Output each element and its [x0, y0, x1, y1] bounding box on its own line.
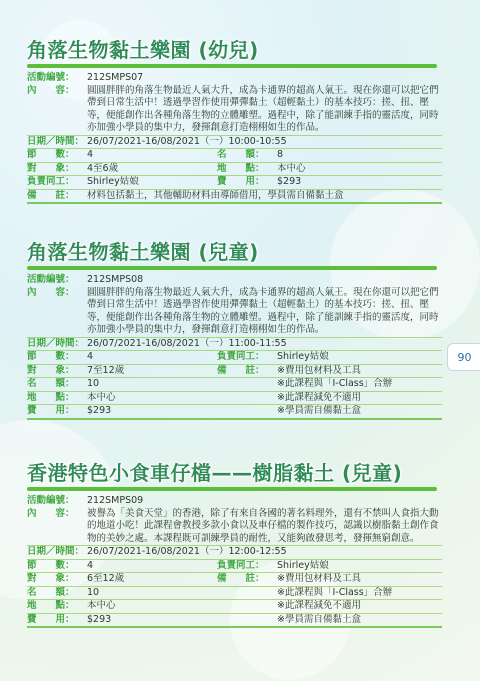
title-underline [27, 64, 437, 68]
course-date-time: 26/07/2021-16/08/2021（一）12:00-12:55 [87, 546, 287, 557]
label-content: 內 容： [27, 507, 75, 519]
label-fee: 費 用： [27, 405, 75, 416]
label-quota: 名 額： [27, 586, 75, 598]
divider [27, 337, 442, 338]
label-remarks: 備 註： [217, 573, 265, 584]
course-content: 被譽為「美食天堂」的香港，除了有來自各國的著名料理外，還有不禁叫人食指大動的地道小吃！此課程會教授多款小食以及車仔檔的製作技巧，認識以樹脂黏土創作食物的美妙之處。本課程既可訓練學員的耐性，又能夠啟發思考，發揮無窮創意。 [87, 507, 439, 544]
course-fee: $293 [277, 176, 302, 187]
divider [27, 350, 442, 351]
label-remarks: 備 註： [217, 364, 265, 376]
course-target: 7至12歲 [87, 364, 125, 376]
divider [27, 599, 442, 600]
course-venue: 本中心 [87, 391, 116, 403]
course-remark-3: ※此課程減免不適用 [277, 600, 361, 611]
divider [27, 175, 442, 176]
label-venue: 地 點： [27, 391, 75, 403]
label-quota: 名 額： [27, 378, 75, 389]
course-code: 212SMPS09 [87, 495, 144, 506]
course-fee: $293 [87, 613, 112, 625]
course-instructor: Shirley姑娘 [277, 559, 329, 571]
course-title: 香港特色小食車仔檔——樹脂黏土 (兒童) [27, 461, 403, 485]
label-target: 對 象： [27, 364, 75, 376]
title-underline [27, 487, 437, 491]
label-content: 內 容： [27, 84, 75, 96]
label-venue: 地 點： [217, 162, 265, 174]
course-remark-4: ※學員需自備黏土盒 [277, 405, 361, 416]
page-number: 90 [447, 343, 480, 371]
title-underline [27, 266, 437, 270]
course-section-3 [27, 457, 442, 628]
course-sessions: 4 [87, 351, 94, 362]
course-instructor: Shirley姑娘 [87, 176, 139, 187]
label-instructor: 負責同工： [217, 351, 265, 362]
label-venue: 地 點： [27, 600, 75, 611]
label-content: 內 容： [27, 286, 75, 298]
label-code: 活動編號： [27, 495, 75, 506]
course-remark-1: ※費用包材料及工具 [277, 364, 361, 376]
course-content: 圓圓胖胖的角落生物最近人氣大升，成為卡通界的超高人氣王。現在你還可以把它們帶到日常生活中！透過學習作使用彈彈黏土（超輕黏土）的基本技巧：搓、扭、壓等，便能創作出各種角落生物的立體雕塑。過程中，除了能訓練手指的靈活度，同時亦加強小學員的集中力，發揮創意打造栩栩如生的作品。 [87, 286, 439, 335]
label-target: 對 象： [27, 162, 75, 174]
divider [27, 148, 442, 149]
divider [27, 613, 442, 614]
course-quota: 8 [277, 149, 284, 160]
course-section-2 [27, 236, 442, 420]
course-remark-2: ※此課程與「I-Class」合辦 [277, 586, 393, 598]
course-sessions: 4 [87, 559, 94, 571]
divider [27, 626, 442, 628]
label-remarks: 備 註： [27, 189, 75, 201]
course-instructor: Shirley姑娘 [277, 351, 329, 362]
course-title: 角落生物黏土樂園 (幼兒) [27, 38, 259, 62]
divider [27, 202, 442, 204]
divider [27, 586, 442, 587]
course-code: 212SMPS08 [87, 274, 144, 285]
course-remark-4: ※學員需自備黏土盒 [277, 613, 361, 625]
course-venue: 本中心 [277, 162, 306, 174]
label-sessions: 節 數： [27, 559, 75, 571]
divider [27, 364, 442, 365]
course-remark-2: ※此課程與「I-Class」合辦 [277, 378, 393, 389]
divider [27, 189, 442, 190]
course-remark-3: ※此課程減免不適用 [277, 391, 361, 403]
course-venue: 本中心 [87, 600, 116, 611]
label-sessions: 節 數： [27, 149, 75, 160]
label-date-time: 日期／時間： [27, 337, 85, 349]
label-instructor: 負責同工： [217, 559, 265, 571]
course-code: 212SMPS07 [87, 72, 144, 83]
course-date-time: 26/07/2021-16/08/2021（一）11:00-11:55 [87, 337, 287, 349]
divider [27, 559, 442, 560]
course-target: 4至6歲 [87, 162, 119, 174]
course-section-1 [27, 34, 442, 204]
label-fee: 費 用： [217, 176, 265, 187]
label-quota: 名 額： [217, 149, 265, 160]
label-code: 活動編號： [27, 274, 75, 285]
course-content: 圓圓胖胖的角落生物最近人氣大升，成為卡通界的超高人氣王。現在你還可以把它們帶到日常生活中！透過學習作使用彈彈黏土（超輕黏土）的基本技巧：搓、扭、壓等，便能創作出各種角落生物的立體雕塑。過程中，除了能訓練手指的靈活度，同時亦加強小學員的集中力，發揮創意打造栩栩如生的作品。 [87, 84, 439, 133]
label-instructor: 負責同工： [27, 176, 75, 187]
divider [27, 404, 442, 405]
label-date-time: 日期／時間： [27, 135, 85, 147]
course-quota: 10 [87, 586, 100, 598]
divider [27, 391, 442, 392]
divider [27, 377, 442, 378]
divider [27, 135, 442, 136]
label-fee: 費 用： [27, 613, 75, 625]
divider [27, 162, 442, 163]
course-date-time: 26/07/2021-16/08/2021（一）10:00-10:55 [87, 135, 287, 147]
label-date-time: 日期／時間： [27, 546, 85, 557]
course-fee: $293 [87, 405, 112, 416]
course-quota: 10 [87, 378, 100, 389]
label-sessions: 節 數： [27, 351, 75, 362]
divider [27, 418, 442, 420]
course-title: 角落生物黏土樂園 (兒童) [27, 240, 259, 264]
divider [27, 545, 442, 546]
label-code: 活動編號： [27, 72, 75, 83]
course-remark-1: ※費用包材料及工具 [277, 573, 361, 584]
label-target: 對 象： [27, 573, 75, 584]
course-target: 6至12歲 [87, 573, 125, 584]
course-remarks: 材料包括黏土，其他輔助材料由導師借用，學員需自備黏土盒 [87, 189, 344, 201]
divider [27, 572, 442, 573]
course-sessions: 4 [87, 149, 94, 160]
